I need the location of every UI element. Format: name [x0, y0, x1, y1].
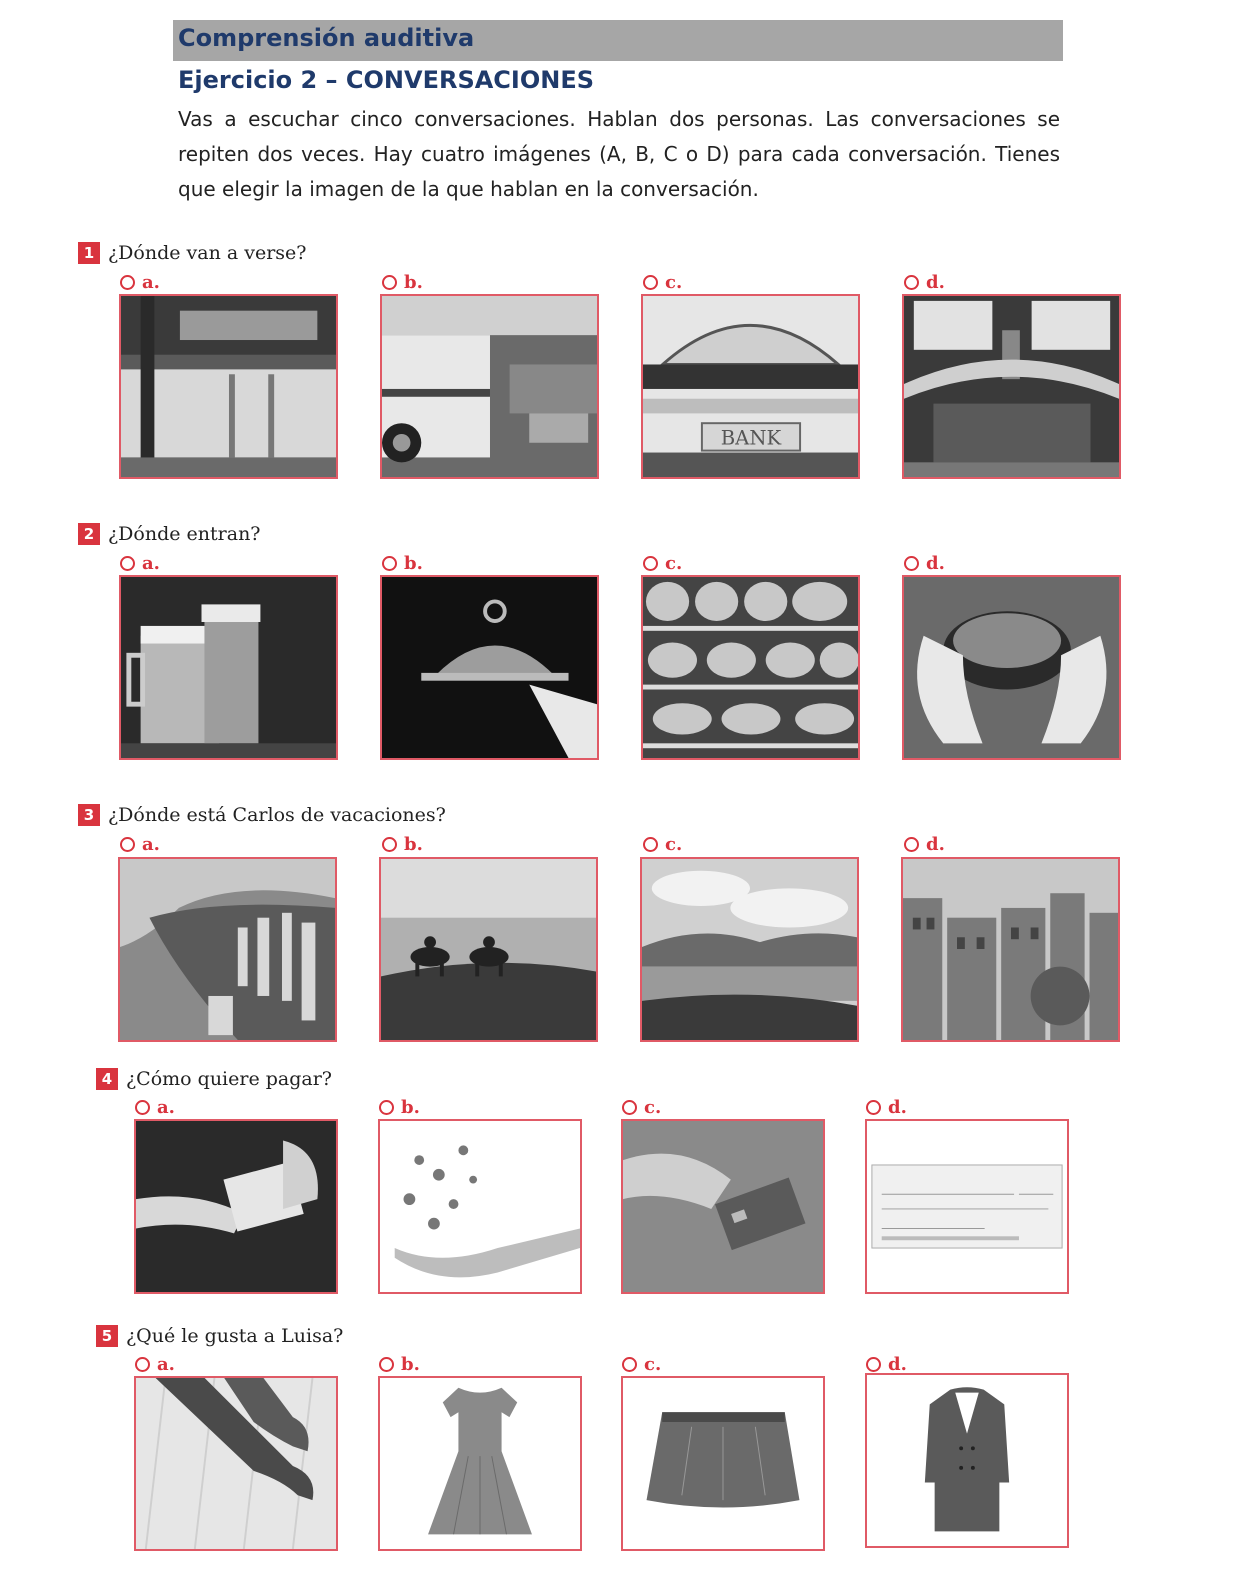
option-d-radio[interactable]: d.: [904, 834, 945, 855]
option-d-radio[interactable]: d.: [904, 272, 945, 293]
option-b-radio[interactable]: b.: [382, 834, 423, 855]
question-4-header: [96, 1068, 332, 1090]
photo-bank[interactable]: [641, 294, 860, 479]
bank-sign-text: BANK: [720, 426, 782, 450]
radio-icon[interactable]: [866, 1100, 881, 1115]
option-a-radio[interactable]: a.: [135, 1097, 175, 1118]
option-b-radio[interactable]: b.: [382, 272, 423, 293]
question-number-badge: 1: [78, 242, 100, 264]
question-number-badge: 4: [96, 1068, 118, 1090]
question-2-header: [78, 523, 261, 545]
question-3-header: [78, 804, 446, 826]
photo-shopping-mall[interactable]: [119, 294, 338, 479]
photo-historic-square[interactable]: [901, 857, 1120, 1042]
photo-coins[interactable]: [378, 1119, 582, 1294]
radio-icon[interactable]: [643, 275, 658, 290]
photo-lake-mountains[interactable]: [640, 857, 859, 1042]
option-b-radio[interactable]: b.: [379, 1097, 420, 1118]
option-c-radio[interactable]: c.: [643, 272, 682, 293]
radio-icon[interactable]: [643, 556, 658, 571]
question-text: ¿Dónde entran?: [108, 523, 261, 545]
option-a-radio[interactable]: a.: [135, 1354, 175, 1375]
radio-icon[interactable]: [622, 1357, 637, 1372]
photo-skirt[interactable]: [621, 1376, 825, 1551]
instructions: Vas a escuchar cinco conversaciones. Hablan dos personas. Las conversaciones se repiten dos veces. Hay cuatro imágenes (A, B, C o D) para cada conversación. Tienes que elegir la imagen de la que hablan en la conversación.: [178, 107, 1060, 201]
option-d-radio[interactable]: d.: [866, 1354, 907, 1375]
question-number-badge: 2: [78, 523, 100, 545]
option-b-radio[interactable]: b.: [379, 1354, 420, 1375]
photo-cash[interactable]: [134, 1119, 338, 1294]
photo-bakery[interactable]: [641, 575, 860, 760]
option-c-radio[interactable]: c.: [643, 553, 682, 574]
option-a-radio[interactable]: a.: [120, 272, 160, 293]
section-title: Comprensión auditiva: [178, 24, 475, 52]
option-a-radio[interactable]: a.: [120, 553, 160, 574]
photo-coat[interactable]: [865, 1373, 1069, 1548]
question-number-badge: 3: [78, 804, 100, 826]
radio-icon[interactable]: [135, 1100, 150, 1115]
question-5-header: [96, 1325, 343, 1347]
radio-icon[interactable]: [382, 556, 397, 571]
question-text: ¿Dónde van a verse?: [108, 242, 307, 264]
photo-soup-bowl[interactable]: [902, 575, 1121, 760]
radio-icon[interactable]: [120, 275, 135, 290]
radio-icon[interactable]: [643, 837, 658, 852]
radio-icon[interactable]: [904, 837, 919, 852]
option-d-radio[interactable]: d.: [904, 553, 945, 574]
question-text: ¿Cómo quiere pagar?: [126, 1068, 332, 1090]
photo-dress[interactable]: [378, 1376, 582, 1551]
radio-icon[interactable]: [379, 1357, 394, 1372]
radio-icon[interactable]: [866, 1357, 881, 1372]
photo-beer-mugs[interactable]: [119, 575, 338, 760]
option-c-radio[interactable]: c.: [622, 1354, 661, 1375]
question-text: ¿Dónde está Carlos de vacaciones?: [108, 804, 446, 826]
radio-icon[interactable]: [382, 275, 397, 290]
photo-credit-card[interactable]: [621, 1119, 825, 1294]
photo-camels-desert[interactable]: [379, 857, 598, 1042]
option-d-radio[interactable]: d.: [866, 1097, 907, 1118]
option-b-radio[interactable]: b.: [382, 553, 423, 574]
radio-icon[interactable]: [120, 837, 135, 852]
radio-icon[interactable]: [120, 556, 135, 571]
photo-shoes[interactable]: [134, 1376, 338, 1551]
radio-icon[interactable]: [904, 556, 919, 571]
photo-ambulance[interactable]: [380, 294, 599, 479]
question-text: ¿Qué le gusta a Luisa?: [126, 1325, 344, 1347]
question-1-header: [78, 242, 307, 264]
photo-coastal-city[interactable]: [118, 857, 337, 1042]
radio-icon[interactable]: [135, 1357, 150, 1372]
photo-waiter-cloche[interactable]: [380, 575, 599, 760]
exercise-title: Ejercicio 2 – CONVERSACIONES: [178, 66, 595, 94]
photo-cinema[interactable]: [902, 294, 1121, 479]
radio-icon[interactable]: [904, 275, 919, 290]
option-a-radio[interactable]: a.: [120, 834, 160, 855]
option-c-radio[interactable]: c.: [643, 834, 682, 855]
option-c-radio[interactable]: c.: [622, 1097, 661, 1118]
radio-icon[interactable]: [379, 1100, 394, 1115]
question-number-badge: 5: [96, 1325, 118, 1347]
radio-icon[interactable]: [382, 837, 397, 852]
radio-icon[interactable]: [622, 1100, 637, 1115]
photo-cheque[interactable]: [865, 1119, 1069, 1294]
